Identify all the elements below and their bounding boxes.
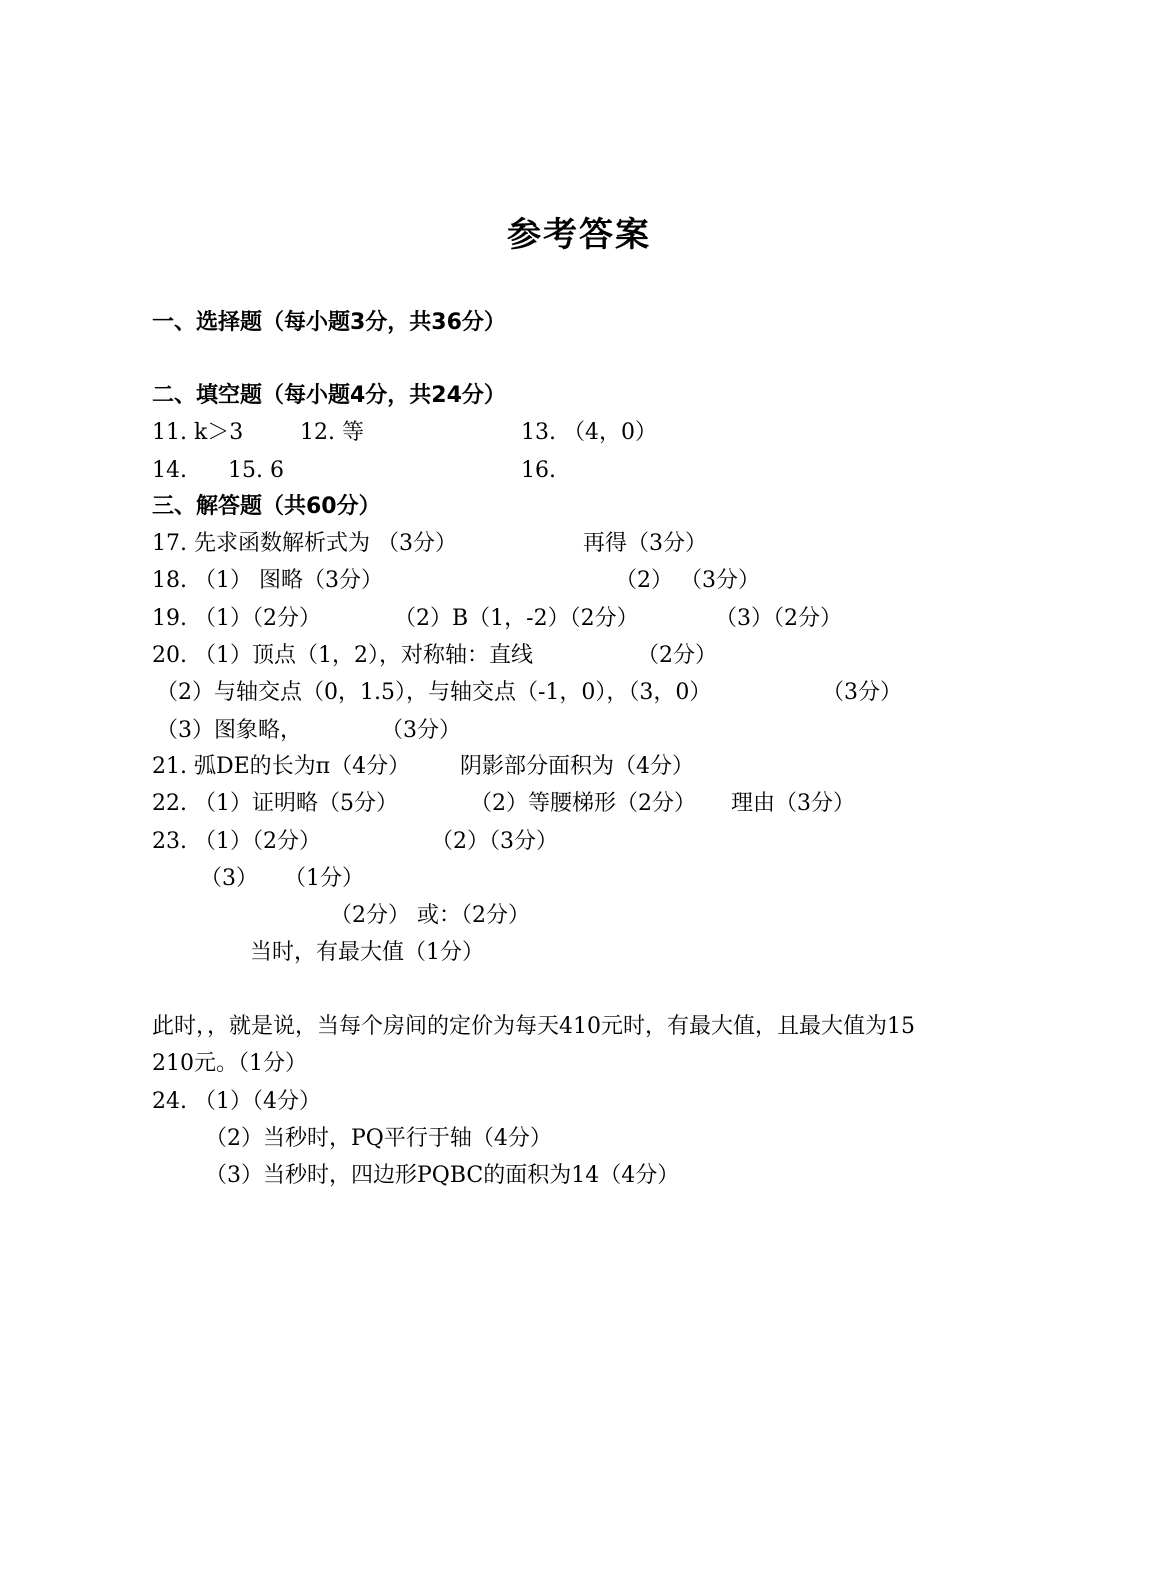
answer-q17-part2: 再得（3分） xyxy=(583,531,707,556)
answer-q19-part3: （3）（2分） xyxy=(715,606,842,631)
answer-q11: 11. k＞3 xyxy=(152,420,244,445)
answer-q20-part1: 20. （1）顶点（1，2），对称轴：直线 xyxy=(152,643,533,668)
answer-q24-part1: 24. （1）（4分） xyxy=(152,1089,321,1114)
answer-q23-part3-label: （3） xyxy=(200,866,258,891)
answer-q13: 13. （4，0） xyxy=(521,420,657,445)
answer-q23-part1: 23. （1）（2分） xyxy=(152,829,321,854)
answer-q18-part2: （2） （3分） xyxy=(615,568,760,593)
section-choice-heading: 一、选择题（每小题3分，共36分） xyxy=(152,310,506,335)
answer-q23-conclusion: 此时，，就是说，当每个房间的定价为每天410元时，有最大值，且最大值为15 xyxy=(152,1014,915,1039)
answer-q14: 14. xyxy=(152,458,187,483)
answer-q24-part3: （3）当秒时，四边形PQBC的面积为14（4分） xyxy=(205,1163,680,1188)
answer-q23-part2: （2）（3分） xyxy=(431,829,558,854)
answer-q12: 12. 等 xyxy=(300,420,364,445)
answer-q20-part2: （2）与轴交点（0，1.5），与轴交点（-1，0），（3，0） xyxy=(156,680,712,705)
answer-q24-part2: （2）当秒时，PQ平行于轴（4分） xyxy=(205,1126,552,1151)
answer-q22-part1: 22. （1）证明略（5分） xyxy=(152,791,398,816)
answer-q22-part3: 理由（3分） xyxy=(731,791,855,816)
section-fill-heading: 二、填空题（每小题4分，共24分） xyxy=(152,383,506,408)
answer-q23-conclusion-cont: 210元。（1分） xyxy=(152,1051,307,1076)
answer-q20-part3: （3）图象略， xyxy=(156,718,302,743)
answer-q21-part2: 阴影部分面积为（4分） xyxy=(460,754,694,779)
answer-q20-score2: （3分） xyxy=(822,680,902,705)
answer-q23-part3-line3: 当时，有最大值（1分） xyxy=(250,940,484,965)
answer-q17-part1: 17. 先求函数解析式为 （3分） xyxy=(152,531,457,556)
answer-q20-score1: （2分） xyxy=(637,643,717,668)
answer-q23-part3-score: （1分） xyxy=(284,866,364,891)
answer-q20-score3: （3分） xyxy=(381,718,461,743)
answer-q15: 15. 6 xyxy=(228,458,284,483)
answer-q16: 16. xyxy=(521,458,556,483)
answer-q19-part1: 19. （1）（2分） xyxy=(152,606,321,631)
answer-q23-part3-line2: （2分） 或：（2分） xyxy=(330,903,530,928)
section-answer-heading: 三、解答题（共60分） xyxy=(152,494,381,519)
page-title: 参考答案 xyxy=(507,215,651,255)
answer-q18-part1: 18. （1） 图略（3分） xyxy=(152,568,383,593)
answer-q22-part2: （2）等腰梯形（2分） xyxy=(470,791,696,816)
answer-q21-part1: 21. 弧DE的长为π（4分） xyxy=(152,754,411,779)
answer-q19-part2: （2）B（1，-2）（2分） xyxy=(394,606,639,631)
